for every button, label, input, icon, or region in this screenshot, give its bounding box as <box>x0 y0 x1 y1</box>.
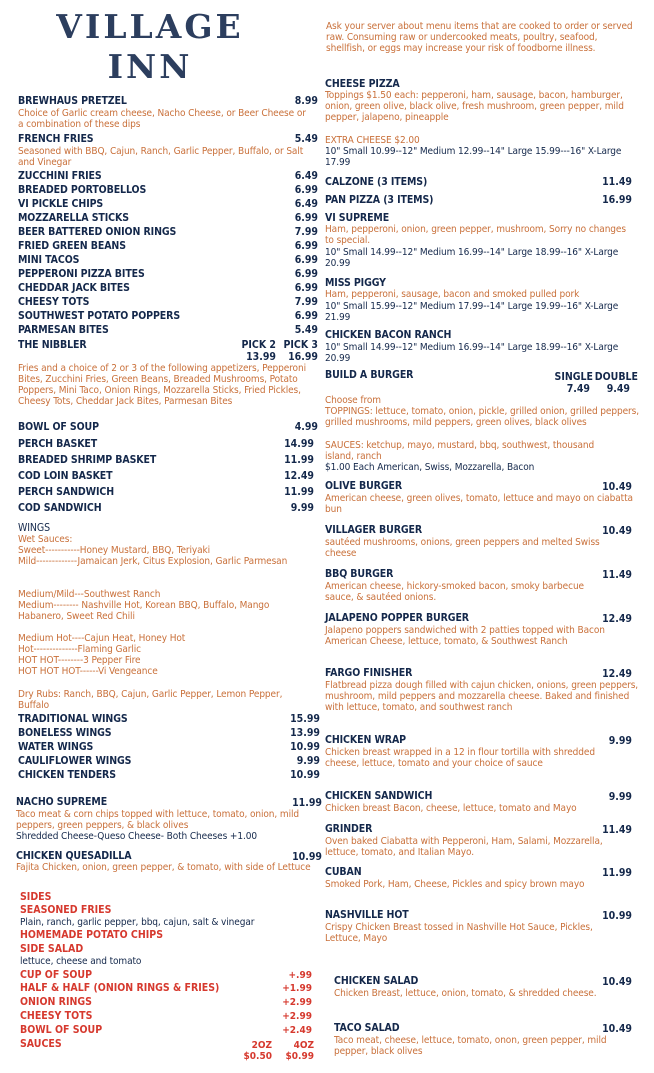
build-sauces: SAUCES: ketchup, mayo, mustard, bbq, southwest, thousand island, ranch <box>325 440 595 462</box>
item-price: 12.49 <box>602 613 632 625</box>
miss-piggy-desc: Ham, pepperoni, sausage, bacon and smoked pulled pork <box>325 289 580 300</box>
item-price: 6.99 <box>294 212 318 224</box>
item-name: CAULIFLOWER WINGS <box>18 755 132 767</box>
pick2-price: 13.99 <box>246 351 276 363</box>
salad-desc: Taco meat, cheese, lettuce, tomato, onon, green pepper, mild pepper, black olives <box>334 1035 607 1057</box>
item-price: 4.99 <box>294 421 318 433</box>
item-desc: Jalapeno poppers sandwiched with 2 patties topped with Bacon American Cheese, lettuce, tomato, & Southwest Ranch <box>325 625 605 647</box>
logo-inn: INN <box>107 47 193 86</box>
build-choose: Choose from <box>325 395 381 406</box>
item-name: WATER WINGS <box>18 741 94 753</box>
miss-piggy-name: MISS PIGGY <box>325 277 386 289</box>
sides-title: SIDES <box>20 891 52 903</box>
item-name: MOZZARELLA STICKS <box>18 212 129 224</box>
item-price: 5.49 <box>294 324 318 336</box>
item-name: VILLAGER BURGER <box>325 524 423 536</box>
item-name: BREWHAUS PRETZEL <box>18 95 127 107</box>
item-name: FRENCH FRIES <box>18 133 94 145</box>
item-price: 5.49 <box>294 133 318 145</box>
addon-price: +2.99 <box>282 997 312 1008</box>
sauce-line: Mild-------------Jamaican Jerk, Citus Explosion, Garlic Parmesan <box>18 556 288 567</box>
single-label: SINGLE <box>554 371 593 383</box>
item-name: FARGO FINISHER <box>325 667 413 679</box>
item-price: 8.99 <box>294 95 318 107</box>
nacho-desc: Taco meat & corn chips topped with lettuce, tomato, onion, mild peppers, green peppers, & black olives <box>16 809 300 831</box>
pan-price: 16.99 <box>602 194 632 206</box>
item-price: 7.99 <box>294 226 318 238</box>
item-price: 6.99 <box>294 240 318 252</box>
sauce-line: Dry Rubs: Ranch, BBQ, Cajun, Garlic Pepper, Lemon Pepper, Buffalo <box>18 689 283 711</box>
item-price: 11.99 <box>284 486 314 498</box>
pick2-label: PICK 2 <box>241 339 276 351</box>
logo-village: VILLAGE <box>56 7 244 46</box>
item-price: 9.99 <box>296 755 320 767</box>
item-name: BREADED PORTOBELLOS <box>18 184 147 196</box>
addon-name: HALF & HALF (ONION RINGS & FRIES) <box>20 982 220 994</box>
item-name: CHEESY TOTS <box>18 296 90 308</box>
item-price: 6.99 <box>294 254 318 266</box>
item-price: 6.49 <box>294 198 318 210</box>
item-name: BONELESS WINGS <box>18 727 112 739</box>
item-desc: American cheese, hickory-smoked bacon, smoky barbecue sauce, & sautéed onions. <box>325 581 584 603</box>
item-name: JALAPENO POPPER BURGER <box>325 612 469 624</box>
item-price: 6.99 <box>294 310 318 322</box>
item-price: 10.99 <box>602 910 632 922</box>
item-price: 9.99 <box>608 791 632 803</box>
item-name: CHICKEN SANDWICH <box>325 790 433 802</box>
quesadilla-name: CHICKEN QUESADILLA <box>16 850 132 862</box>
quesadilla-desc: Fajita Chicken, onion, green pepper, & tomato, with side of Lettuce <box>16 862 311 873</box>
miss-piggy-sizes: 10" Small 15.99--12" Medium 17.99--14" Large 19.99--16" X-Large 21.99 <box>325 301 619 323</box>
sauce-line: Sweet-----------Honey Mustard, BBQ, Teriyaki <box>18 545 211 556</box>
cbr-name: CHICKEN BACON RANCH <box>325 329 452 341</box>
item-desc: Smoked Pork, Ham, Cheese, Pickles and spicy brown mayo <box>325 879 585 890</box>
sauce-4oz-label: 4OZ <box>293 1040 314 1051</box>
item-desc: Seasoned with BBQ, Cajun, Ranch, Garlic Pepper, Buffalo, or Salt and Vinegar <box>18 146 304 168</box>
item-price: 6.99 <box>294 184 318 196</box>
build-toppings: TOPPINGS: lettuce, tomato, onion, pickle, grilled onion, grilled peppers, grilled mushrooms, mild peppers, green olives, black olives <box>325 406 639 428</box>
pizza-extra: EXTRA CHEESE $2.00 <box>325 135 420 146</box>
pick3-price: 16.99 <box>288 351 318 363</box>
item-price: 9.99 <box>290 502 314 514</box>
item-name: CHICKEN WRAP <box>325 734 406 746</box>
addon-name: CHEESY TOTS <box>20 1010 93 1022</box>
sauce-line: Wet Sauces: <box>18 534 73 545</box>
item-price: 10.99 <box>290 769 320 781</box>
salad-price: 10.49 <box>602 1023 632 1035</box>
item-name: BOWL OF SOUP <box>18 421 99 433</box>
salad-name: CHICKEN SALAD <box>334 975 419 987</box>
addon-price: +2.49 <box>282 1025 312 1036</box>
item-desc: Chicken breast Bacon, cheese, lettuce, tomato and Mayo <box>325 803 577 814</box>
nacho-name: NACHO SUPREME <box>16 796 108 808</box>
pan-name: PAN PIZZA (3 ITEMS) <box>325 194 434 206</box>
item-name: COD SANDWICH <box>18 502 102 514</box>
item-price: 10.49 <box>602 481 632 493</box>
item-name: PEPPERONI PIZZA BITES <box>18 268 145 280</box>
item-name: CHEDDAR JACK BITES <box>18 282 130 294</box>
nacho-extra: Shredded Cheese-Queso Cheese- Both Cheeses +1.00 <box>16 831 257 842</box>
item-price: 10.99 <box>290 741 320 753</box>
item-price: 10.49 <box>602 525 632 537</box>
item-name: COD LOIN BASKET <box>18 470 113 482</box>
sauce-2oz-label: 2OZ <box>251 1040 272 1051</box>
side-desc: lettuce, cheese and tomato <box>20 956 142 967</box>
side-name: SIDE SALAD <box>20 943 84 955</box>
item-name: TRADITIONAL WINGS <box>18 713 128 725</box>
addon-name: ONION RINGS <box>20 996 92 1008</box>
pizza-sizes: 10" Small 10.99--12" Medium 12.99--14" Large 15.99---16" X-Large 17.99 <box>325 146 622 168</box>
item-desc: Flatbread pizza dough filled with cajun chicken, onions, green peppers, mushroom, mild peppers and mozzarella cheese. Baked and finished with lettuce, tomato, and southwest ranch <box>325 680 639 713</box>
item-desc: American cheese, green olives, tomato, lettuce and mayo on ciabatta bun <box>325 493 633 515</box>
item-desc: Choice of Garlic cream cheese, Nacho Cheese, or Beer Cheese or a combination of these dips <box>18 108 306 130</box>
nibbler-desc: Fries and a choice of 2 or 3 of the following appetizers, Pepperoni Bites, Zucchini Fries, Green Beans, Breaded Mushrooms, Potato Poppers, Mini Taco, Onion Rings, Mozzarella Sticks, Fried Pickles, Cheesy Tots, Cheddar Jack Bites, Parmesan Bites <box>18 363 306 407</box>
salad-price: 10.49 <box>602 976 632 988</box>
single-price: 7.49 <box>566 383 590 395</box>
sauce-line: HOT HOT HOT------Vi Vengeance <box>18 666 158 677</box>
addon-price: +1.99 <box>282 983 312 994</box>
item-price: 9.99 <box>608 735 632 747</box>
item-price: 7.99 <box>294 296 318 308</box>
sauce-line: Medium Hot----Cajun Heat, Honey Hot <box>18 633 186 644</box>
vi-supreme-desc: Ham, pepperoni, onion, green pepper, mushroom, Sorry no changes to special. <box>325 224 626 246</box>
salad-name: TACO SALAD <box>334 1022 400 1034</box>
item-price: 11.99 <box>284 454 314 466</box>
side-desc: Plain, ranch, garlic pepper, bbq, cajun, salt & vinegar <box>20 917 255 928</box>
item-price: 12.49 <box>602 668 632 680</box>
salad-desc: Chicken Breast, lettuce, onion, tomato, & shredded cheese. <box>334 988 597 999</box>
item-name: BBQ BURGER <box>325 568 394 580</box>
addon-price: +.99 <box>288 970 312 981</box>
nibbler-name: THE NIBBLER <box>18 339 87 351</box>
sauce-line: HOT HOT--------3 Pepper Fire <box>18 655 141 666</box>
item-name: BREADED SHRIMP BASKET <box>18 454 157 466</box>
item-name: PERCH BASKET <box>18 438 98 450</box>
addon-name: BOWL OF SOUP <box>20 1024 103 1036</box>
sauce-4oz-price: $0.99 <box>285 1051 314 1062</box>
item-name: OLIVE BURGER <box>325 480 403 492</box>
item-name: PARMESAN BITES <box>18 324 109 336</box>
double-label: DOUBLE <box>594 371 638 383</box>
side-name: HOMEMADE POTATO CHIPS <box>20 929 164 941</box>
build-cheese: $1.00 Each American, Swiss, Mozzarella, Bacon <box>325 462 535 473</box>
item-desc: Chicken breast wrapped in a 12 in flour tortilla with shredded cheese, lettuce, tomato and your choice of sauce <box>325 747 595 769</box>
item-name: NASHVILLE HOT <box>325 909 409 921</box>
wings-title: WINGS <box>18 522 51 534</box>
calzone-price: 11.49 <box>602 176 632 188</box>
vi-supreme-sizes: 10" Small 14.99--12" Medium 16.99--14" Large 18.99--16" X-Large 20.99 <box>325 247 619 269</box>
side-name: SEASONED FRIES <box>20 904 112 916</box>
item-name: MINI TACOS <box>18 254 80 266</box>
item-price: 11.99 <box>602 867 632 879</box>
item-name: PERCH SANDWICH <box>18 486 115 498</box>
sauce-line: Medium-------- Nashville Hot, Korean BBQ, Buffalo, Mango Habanero, Sweet Red Chili <box>18 600 270 622</box>
item-name: VI PICKLE CHIPS <box>18 198 104 210</box>
item-price: 6.49 <box>294 170 318 182</box>
item-price: 15.99 <box>290 713 320 725</box>
nacho-price: 11.99 <box>292 797 322 809</box>
item-name: ZUCCHINI FRIES <box>18 170 102 182</box>
quesadilla-price: 10.99 <box>292 851 322 863</box>
item-price: 12.49 <box>284 470 314 482</box>
sauce-line: Hot--------------Flaming Garlic <box>18 644 142 655</box>
sauce-line: Medium/Mild---Southwest Ranch <box>18 589 161 600</box>
sauces-name: SAUCES <box>20 1038 62 1050</box>
calzone-name: CALZONE (3 ITEMS) <box>325 176 428 188</box>
item-name: SOUTHWEST POTATO POPPERS <box>18 310 181 322</box>
vi-supreme-name: VI SUPREME <box>325 212 390 224</box>
pizza-desc: Toppings $1.50 each: pepperoni, ham, sausage, bacon, hamburger, onion, green olive, black olive, fresh mushroom, green pepper, mild pepper, jalapeno, pineapple <box>325 90 624 123</box>
pick3-label: PICK 3 <box>283 339 318 351</box>
item-price: 11.49 <box>602 824 632 836</box>
item-name: FRIED GREEN BEANS <box>18 240 126 252</box>
item-price: 11.49 <box>602 569 632 581</box>
addon-name: CUP OF SOUP <box>20 969 93 981</box>
item-name: CUBAN <box>325 866 362 878</box>
item-name: GRINDER <box>325 823 373 835</box>
item-name: CHICKEN TENDERS <box>18 769 116 781</box>
item-desc: Oven baked Ciabatta with Pepperoni, Ham, Salami, Mozzarella, lettuce, tomato, and Italian Mayo. <box>325 836 603 858</box>
item-desc: Crispy Chicken Breast tossed in Nashville Hot Sauce, Pickles, Lettuce, Mayo <box>325 922 593 944</box>
item-price: 6.99 <box>294 282 318 294</box>
item-price: 6.99 <box>294 268 318 280</box>
item-name: BEER BATTERED ONION RINGS <box>18 226 177 238</box>
sauce-2oz-price: $0.50 <box>243 1051 272 1062</box>
raw-food-notice: Ask your server about menu items that are cooked to order or served raw. Consuming raw or undercooked meats, poultry, seafood, shellfish, or eggs may increase your risk of foodborne illness. <box>326 21 633 54</box>
pizza-name: CHEESE PIZZA <box>325 78 400 90</box>
cbr-sizes: 10" Small 14.99--12" Medium 16.99--14" Large 18.99--16" X-Large 20.99 <box>325 342 619 364</box>
build-name: BUILD A BURGER <box>325 369 414 381</box>
double-price: 9.49 <box>606 383 630 395</box>
item-price: 13.99 <box>290 727 320 739</box>
item-price: 14.99 <box>284 438 314 450</box>
item-desc: sautéed mushrooms, onions, green peppers and melted Swiss cheese <box>325 537 600 559</box>
addon-price: +2.99 <box>282 1011 312 1022</box>
